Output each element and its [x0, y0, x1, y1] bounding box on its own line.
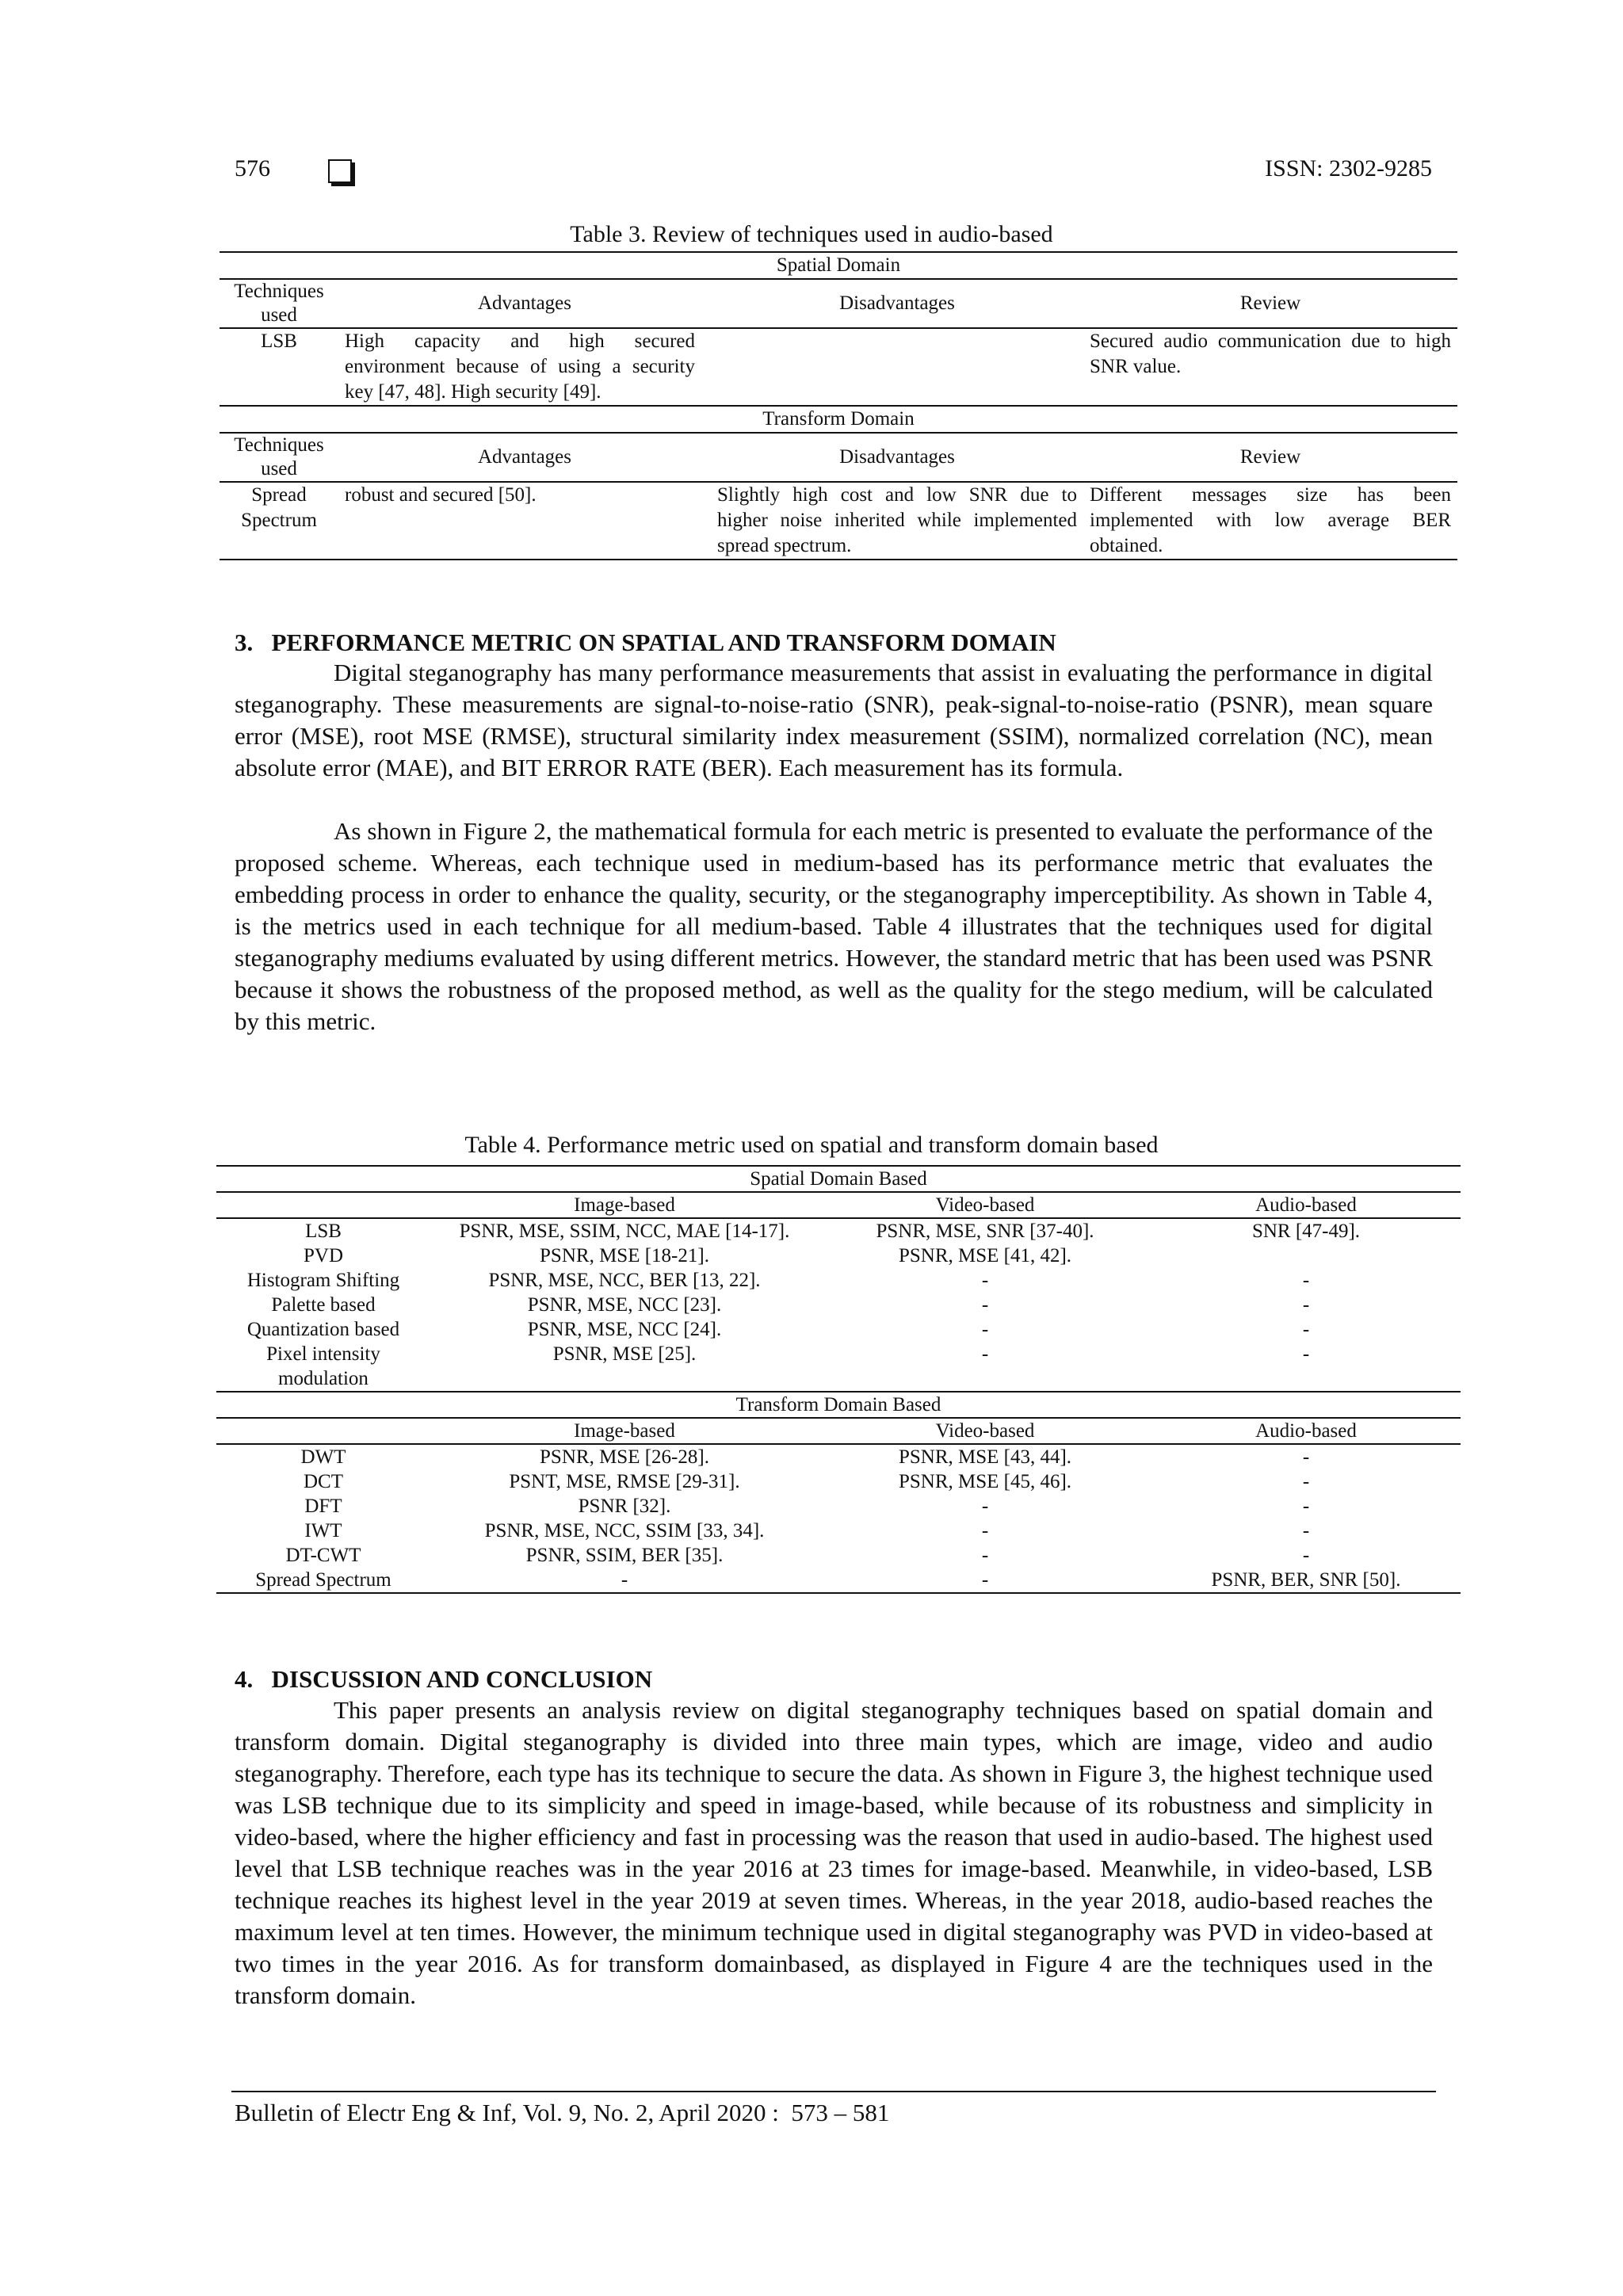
table-row	[216, 1444, 1461, 1469]
footer-citation: Bulletin of Electr Eng & Inf, Vol. 9, No. 2, April 2020 : 573 – 581	[235, 2099, 890, 2126]
table4-technique-cell: DFT	[304, 1496, 342, 1517]
table4-metric-cell: -	[1302, 1446, 1310, 1468]
table4-metric-cell: PSNR, MSE, SSIM, NCC, MAE [14-17].	[459, 1221, 790, 1242]
table4-column-header: Audio-based	[1151, 1192, 1461, 1218]
table4-metric-cell: -	[1302, 1496, 1310, 1517]
table3-row-spread-spectrum	[220, 482, 1457, 560]
table4-column-header: Image-based	[430, 1192, 819, 1218]
table4-metric-cell: -	[981, 1294, 989, 1316]
table3-row-lsb	[220, 328, 1457, 406]
table4-metric-cell: -	[981, 1545, 989, 1566]
table3-header-row-2	[220, 433, 1457, 482]
table3-cell-technique: Spread Spectrum	[241, 484, 317, 531]
table3-caption: Table 3. Review of techniques used in audio-based	[570, 221, 1053, 247]
table4-technique-cell: PVD	[303, 1245, 343, 1266]
section3-heading: 3. PERFORMANCE METRIC ON SPATIAL AND TRANSFORM DOMAIN	[235, 628, 1056, 656]
table4-metric-cell: -	[981, 1270, 989, 1291]
table3-cell-review: Different messages size has been implemented with low average BER obtained.	[1090, 484, 1451, 556]
table4-technique-cell: Palette based	[271, 1294, 376, 1316]
table4-metric-cell: -	[621, 1569, 628, 1591]
table4	[216, 1165, 1461, 1594]
table4-metric-cell: PSNT, MSE, RMSE [29-31].	[509, 1471, 740, 1492]
table4-technique-cell: DT-CWT	[285, 1545, 361, 1566]
table4-technique-cell: DCT	[304, 1471, 343, 1492]
table4-metric-cell: PSNR, MSE [25].	[552, 1343, 697, 1365]
table4-metric-cell: PSNR, MSE [45, 46].	[898, 1471, 1072, 1492]
table-row	[216, 1293, 1461, 1317]
table4-metric-cell: -	[981, 1496, 989, 1517]
table3-col-techniques: Techniques used	[220, 279, 338, 328]
table3-col-review: Review	[1083, 433, 1457, 482]
table4-metric-cell: -	[1302, 1520, 1310, 1541]
table4-metric-cell: -	[1302, 1270, 1310, 1291]
table4-column-header: Audio-based	[1151, 1418, 1461, 1444]
table4-spatial-section	[216, 1166, 1461, 1192]
table3-col-advantages: Advantages	[338, 433, 711, 482]
table-row	[216, 1568, 1461, 1593]
table4-metric-cell: SNR [47-49].	[1251, 1221, 1361, 1242]
table-row	[216, 1317, 1461, 1342]
table3-col-advantages: Advantages	[338, 279, 711, 328]
table4-caption: Table 4. Performance metric used on spatial and transform domain based	[464, 1132, 1159, 1158]
table4-column-header: Image-based	[430, 1418, 819, 1444]
table4-column-header: Video-based	[819, 1192, 1151, 1218]
table4-metric-cell: PSNR, MSE [18-21].	[540, 1245, 709, 1266]
table3-cell-advantages: robust and secured [50].	[345, 484, 537, 506]
table4-technique-cell: Histogram Shifting	[246, 1270, 400, 1291]
issn-label: ISSN: 2302-9285	[1265, 155, 1432, 181]
table4-column-header	[216, 1418, 430, 1444]
table3-cell-review: Secured audio communication due to high SNR value.	[1090, 330, 1451, 377]
table3-transform-section	[220, 406, 1457, 433]
table4-metric-cell: -	[1302, 1343, 1310, 1365]
table4-metric-cell: -	[1302, 1471, 1310, 1492]
table4-spatial-section-label: Spatial Domain Based	[216, 1166, 1461, 1192]
table3-header-row	[220, 279, 1457, 328]
table4-metric-cell: PSNR, MSE, SNR [37-40].	[876, 1221, 1094, 1242]
table3-spatial-label: Spatial Domain	[776, 254, 901, 276]
table4-header-row	[216, 1418, 1461, 1444]
table-row	[216, 1494, 1461, 1519]
table4-column-header: Video-based	[819, 1418, 1151, 1444]
table4-technique-cell: DWT	[300, 1446, 346, 1468]
table-row	[216, 1268, 1461, 1293]
table-row	[216, 1469, 1461, 1494]
table-row	[216, 1244, 1461, 1268]
table4-metric-cell: -	[981, 1569, 989, 1591]
table4-metric-cell: PSNR, SSIM, BER [35].	[525, 1545, 724, 1566]
table4-metric-cell: PSNR, MSE, NCC [23].	[527, 1294, 722, 1316]
table3-cell-technique: LSB	[261, 330, 297, 352]
table3	[220, 251, 1457, 560]
table-row	[216, 1543, 1461, 1568]
table4-technique-cell: Pixel intensity modulation	[266, 1343, 380, 1389]
table-row	[216, 1342, 1461, 1392]
table-row	[216, 1519, 1461, 1543]
table4-technique-cell: Quantization based	[246, 1319, 400, 1340]
table4-metric-cell: PSNR, MSE, NCC, BER [13, 22].	[488, 1270, 761, 1291]
table4-metric-cell: -	[981, 1343, 989, 1365]
table4-technique-cell: IWT	[304, 1520, 342, 1541]
footer-divider	[231, 2091, 1436, 2092]
table4-metric-cell: PSNR [32].	[578, 1496, 671, 1517]
section3-paragraph-2: As shown in Figure 2, the mathematical formula for each metric is presented to evaluate the performance of the proposed scheme. Whereas, each technique used in medium-based has its performance metric that evaluates the embedding process in order to enhance the quality, security, or the steganography imperceptibility. As shown in Table 4, is the metrics used in each technique for all medium-based. Table 4 illustrates that the techniques used for digital steganography mediums evaluated by using different metrics. However, the standard metric that has been used was PSNR because it shows the robustness of the proposed method, as well as the quality for the stego medium, will be calculated by this metric.	[235, 817, 1433, 1035]
table4-column-header	[216, 1192, 430, 1218]
table4-transform-section-label: Transform Domain Based	[216, 1392, 1461, 1418]
table4-metric-cell: -	[981, 1520, 989, 1541]
table-row	[216, 1218, 1461, 1244]
table3-cell-disadvantages: Slightly high cost and low SNR due to higher noise inherited while implemented spread spectrum.	[717, 484, 1077, 556]
table3-transform-label: Transform Domain	[220, 406, 1457, 433]
table3-spatial-section	[220, 252, 1457, 279]
table4-metric-cell	[1151, 1244, 1461, 1268]
table4-metric-cell: -	[1302, 1319, 1310, 1340]
table4-metric-cell: PSNR, MSE, NCC, SSIM [33, 34].	[484, 1520, 765, 1541]
table4-metric-cell: -	[1302, 1294, 1310, 1316]
table4-header-row	[216, 1192, 1461, 1218]
table3-col-disadvantages: Disadvantages	[711, 433, 1083, 482]
table4-metric-cell: PSNR, MSE [43, 44].	[898, 1446, 1072, 1468]
table4-metric-cell: PSNR, MSE, NCC [24].	[527, 1319, 722, 1340]
table4-transform-section	[216, 1392, 1461, 1418]
table3-col-techniques: Techniques used	[220, 433, 338, 482]
table4-metric-cell: PSNR, MSE [26-28].	[540, 1446, 709, 1468]
checkbox-square-icon	[328, 159, 352, 183]
table4-metric-cell: PSNR, MSE [41, 42].	[898, 1245, 1072, 1266]
table4-technique-cell: LSB	[305, 1221, 342, 1242]
section4-heading: 4. DISCUSSION AND CONCLUSION	[235, 1665, 653, 1693]
table3-col-review: Review	[1083, 279, 1457, 328]
section4-paragraph-1: This paper presents an analysis review on digital steganography techniques based on spatial domain and transform domain. Digital steganography is divided into three main types, which are image, video and audio steganography. Therefore, each type has its technique to secure the data. As shown in Figure 3, the highest technique used was LSB technique due to its simplicity and speed in image-based, while because of its robustness and simplicity in video-based, where the higher efficiency and fast in processing was the reason that used in audio-based. The highest used level that LSB technique reaches was in the year 2016 at 23 times for image-based. Meanwhile, in video-based, LSB technique reaches its highest level in the year 2019 at seven times. Whereas, in the year 2018, audio-based reaches the maximum level at ten times. However, the minimum technique used in digital steganography was PVD in video-based at two times in the year 2016. As for transform domainbased, as displayed in Figure 4 are the techniques used in the transform domain.	[235, 1696, 1433, 2009]
table4-metric-cell: PSNR, BER, SNR [50].	[1211, 1569, 1401, 1591]
table4-metric-cell: -	[1302, 1545, 1310, 1566]
page-number: 576	[235, 155, 270, 181]
table4-technique-cell: Spread Spectrum	[255, 1569, 391, 1591]
table3-col-disadvantages: Disadvantages	[711, 279, 1083, 328]
table3-cell-disadvantages	[711, 328, 1083, 406]
table3-cell-advantages: High capacity and high secured environment because of using a security key [47, 48]. High security [49].	[345, 330, 695, 403]
table4-metric-cell: -	[981, 1319, 989, 1340]
section3-paragraph-1: Digital steganography has many performance measurements that assist in evaluating the performance in digital steganography. These measurements are signal-to-noise-ratio (SNR), peak-signal-to-noise-ratio (PSNR), mean square error (MSE), root MSE (RMSE), structural similarity index measurement (SSIM), normalized correlation (NC), mean absolute error (MAE), and BIT ERROR RATE (BER). Each measurement has its formula.	[235, 659, 1433, 781]
